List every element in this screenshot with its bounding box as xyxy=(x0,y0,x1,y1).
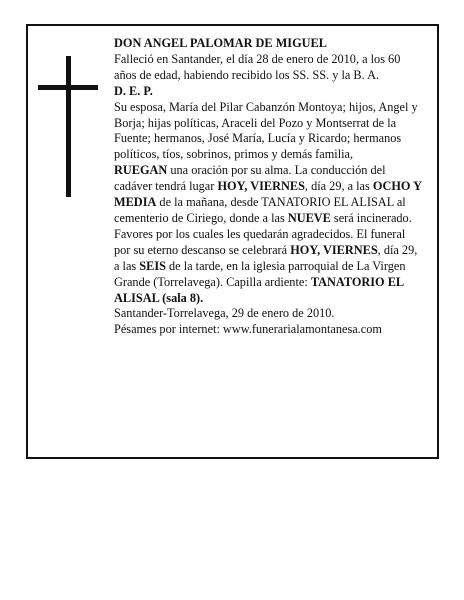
ceremony-text: de la mañana, desde TANATORIO EL ALISAL al cementerio de Ciriego, donde a las xyxy=(114,195,406,225)
deceased-name: DON ANGEL PALOMAR DE MIGUEL xyxy=(114,36,327,50)
day-label: HOY, VIERNES xyxy=(217,179,305,194)
family-list: Su esposa, María del Pilar Cabanzón Montoya; hijos, Angel y Borja; hijas políticas, Araceli del Pozo y Montserrat de la Fuente; hermanos, José María, Lucía y Ricardo; hermanos políticos, tíos, sobrinos, primos y demás familia, xyxy=(114,99,418,162)
time-label: OCHO Y MEDIA xyxy=(114,179,422,210)
cross-icon xyxy=(66,56,71,197)
ceremony-text: será incinerado. Favores por los cuales les quedarán agradecidos. El funeral por su eterno descanso se celebrará xyxy=(114,210,412,257)
death-info: Falleció en Santander, el día 28 de enero de 2010, a los 60 años de edad, habiendo recibido los SS. SS. y la B. A. xyxy=(114,51,401,82)
ceremony-text: , día 29, a las xyxy=(304,179,373,194)
ruegan-label: RUEGAN xyxy=(114,163,168,178)
time-label: NUEVE xyxy=(287,210,331,225)
ceremony-text: , día 29, a las xyxy=(114,242,418,273)
ceremony-details xyxy=(114,163,424,306)
chapel-location: TANATORIO EL ALISAL (sala 8). xyxy=(114,274,404,305)
condolences-line: Pésames por internet: www.funerarialamontanesa.com xyxy=(114,322,382,337)
place-date: Santander-Torrelavega, 29 de enero de 2010. xyxy=(114,306,335,321)
day-label: HOY, VIERNES xyxy=(290,242,378,257)
ceremony-text: de la tarde, en la iglesia parroquial de La Virgen Grande (Torrelavega). Capilla ardiente: xyxy=(114,258,406,289)
cross-icon-crossbar xyxy=(38,85,98,90)
obituary-text xyxy=(114,36,424,338)
rip-abbreviation: D. E. P. xyxy=(114,83,153,98)
time-label: SEIS xyxy=(139,258,166,273)
ceremony-text: una oración por su alma. La conducción del cadáver tendrá lugar xyxy=(114,163,386,194)
